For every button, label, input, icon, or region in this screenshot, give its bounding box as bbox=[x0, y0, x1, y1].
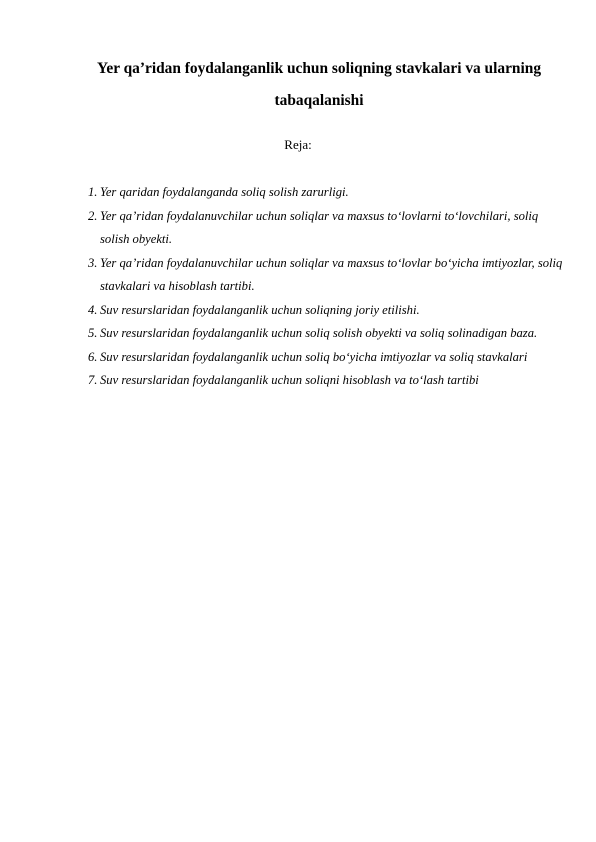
plan-item-text: Suv resurslaridan foydalanganlik uchun soliqning joriy etilishi. bbox=[100, 302, 420, 317]
plan-item-1 bbox=[88, 181, 568, 205]
plan-heading: Reja: bbox=[284, 137, 312, 152]
plan-item-text: Suv resurslaridan foydalanganlik uchun soliq solish obyekti va soliq solinadigan baza. bbox=[100, 326, 538, 340]
plan-item-number: 7. bbox=[88, 373, 98, 387]
plan-item-text: Suv resurslaridan foydalanganlik uchun soliqni hisoblash va to‘lash tartibi bbox=[100, 373, 479, 387]
plan-item-text: Suv resurslaridan foydalanganlik uchun soliq bo‘yicha imtiyozlar va soliq stavkalari bbox=[100, 349, 528, 364]
plan-item-text: Yer qa’ridan foydalanuvchilar uchun soliqlar va maxsus to‘lovlarni to‘lovchilari, soliq solish obyekti. bbox=[100, 208, 539, 246]
document-title: Yer qa’ridan foydalanganlik uchun soliqning stavkalari va ularning tabaqalanishi bbox=[96, 60, 542, 109]
plan-item-number: 2. bbox=[88, 208, 98, 223]
plan-item-3 bbox=[88, 252, 568, 299]
plan-list bbox=[88, 181, 568, 393]
plan-item-6 bbox=[88, 346, 568, 370]
plan-item-text: Yer qaridan foydalanganda soliq solish zarurligi. bbox=[100, 185, 349, 199]
plan-item-7 bbox=[88, 369, 568, 393]
plan-item-text: Yer qa’ridan foydalanuvchilar uchun soliqlar va maxsus to‘lovlar bo‘yicha imtiyozlar, soliq stavkalari va hisoblash tartibi. bbox=[100, 255, 563, 293]
plan-item-5 bbox=[88, 322, 568, 346]
plan-item-number: 3. bbox=[88, 255, 98, 270]
plan-item-4 bbox=[88, 299, 568, 323]
plan-item-number: 6. bbox=[88, 349, 98, 364]
plan-item-2 bbox=[88, 205, 568, 252]
plan-item-number: 5. bbox=[88, 326, 98, 340]
plan-item-number: 4. bbox=[88, 302, 98, 317]
plan-item-number: 1. bbox=[88, 185, 98, 199]
